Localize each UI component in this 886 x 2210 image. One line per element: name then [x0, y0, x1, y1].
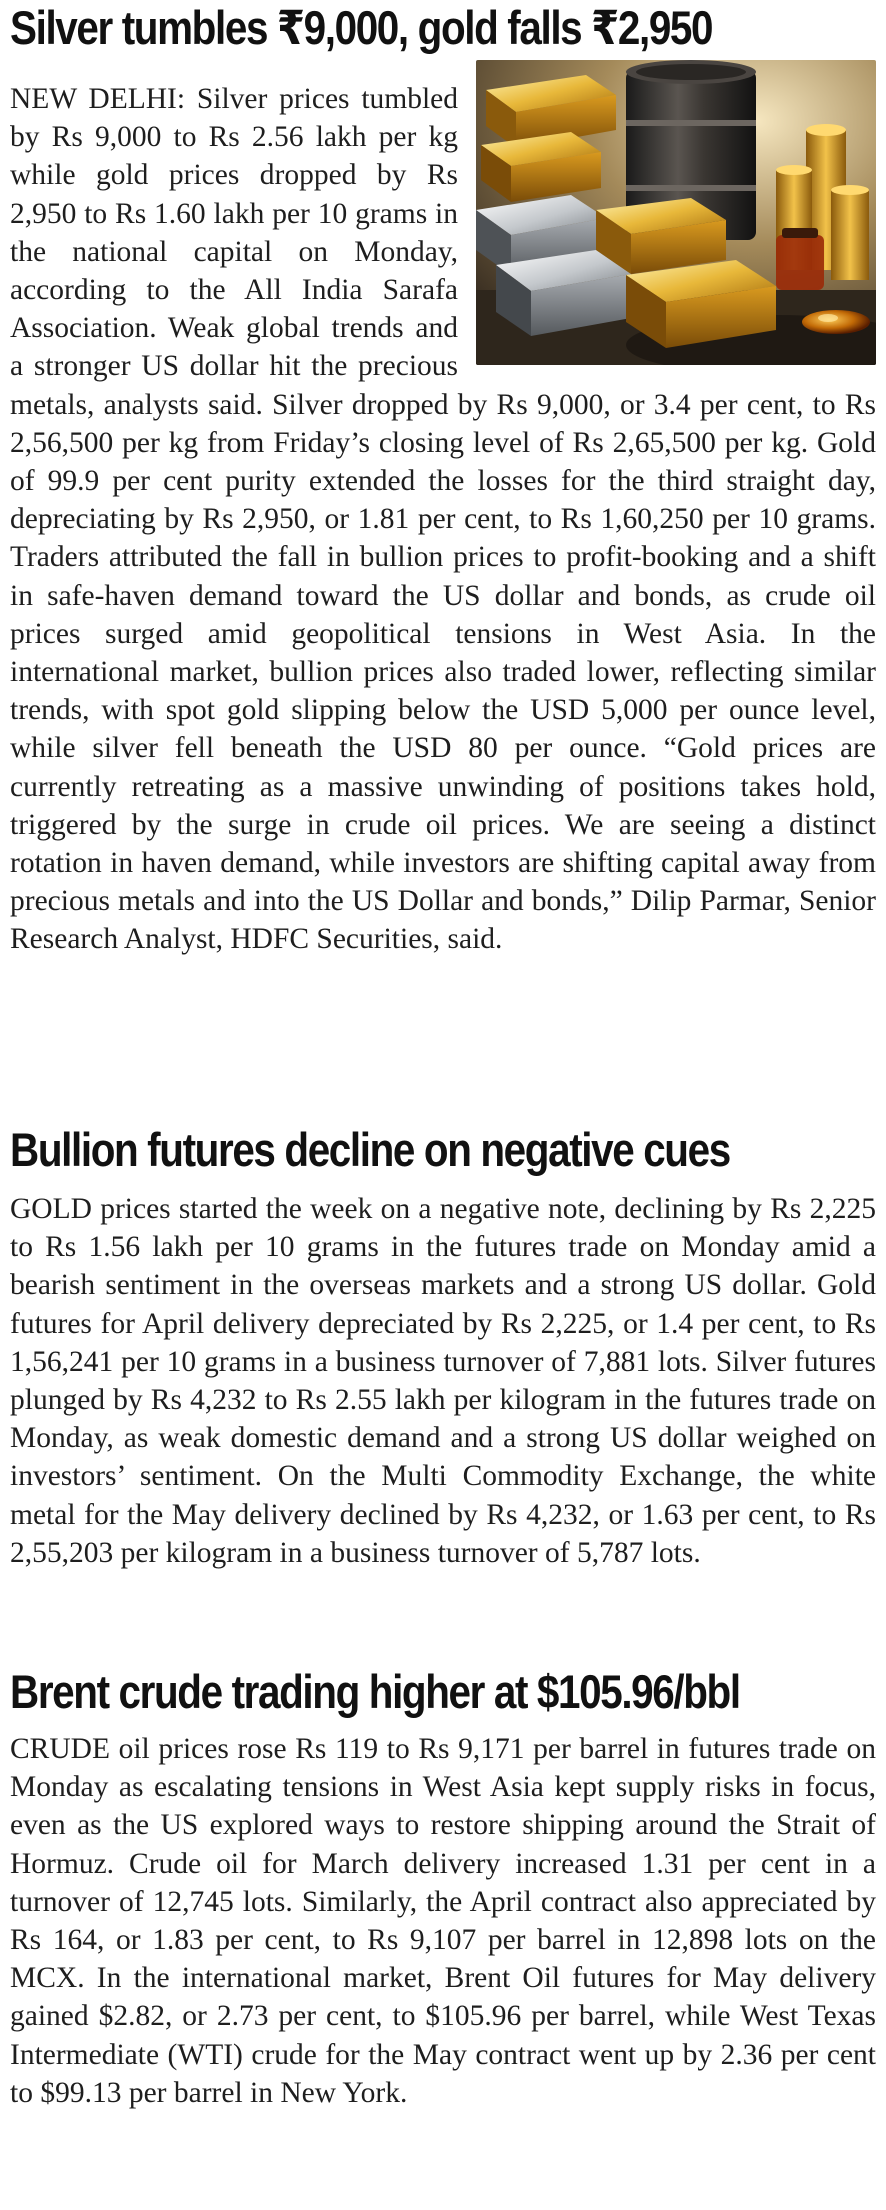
story-bullion-futures — [10, 1122, 876, 1572]
story-body-silver-gold: NEW DELHI: Silver prices tumbled by Rs 9,000 to Rs 2.56 lakh per kg while gold prices dropped by Rs 2,950 to Rs 1.60 lakh per 10 grams in the national capital on Monday, according to the All India Sarafa Association. Weak global trends and a stronger US dollar hit the precious metals, analysts said. Silver dropped by Rs 9,000, or 3.4 per cent, to Rs 2,56,500 per kg from Friday’s closing level of Rs 2,65,500 per kg. Gold of 99.9 per cent purity extended the losses for the third straight day, depreciating by Rs 2,950, or 1.81 per cent, to Rs 1,60,250 per 10 grams. Traders attributed the fall in bullion prices to profit-booking and a shift in safe-haven demand toward the US dollar and bonds, as crude oil prices surged amid geopolitical tensions in West Asia. In the international market, bullion prices also traded lower, reflecting similar trends, with spot gold slipping below the USD 5,000 per ounce level, while silver fell beneath the USD 80 per ounce. “Gold prices are currently retreating as a massive unwinding of positions takes hold, triggered by the surge in crude oil prices. We are seeing a distinct rotation in haven demand, while investors are shifting capital away from precious metals and into the US Dollar and bonds,” Dilip Parmar, Senior Research Analyst, HDFC Securities, said. — [10, 83, 876, 956]
story-silver-gold — [10, 0, 876, 959]
gold-silver-bars-oil-barrel-photo — [476, 60, 876, 365]
story-body-brent-crude: CRUDE oil prices rose Rs 119 to Rs 9,171 per barrel in futures trade on Monday as escalating tensions in West Asia kept supply risks in focus, even as the US explored ways to restore shipping around the Strait of Hormuz. Crude oil for March delivery increased 1.31 per cent in a turnover of 12,745 lots. Similarly, the April contract also appreciated by Rs 164, or 1.83 per cent, to Rs 9,107 per barrel in 12,898 lots on the MCX. In the international market, Brent Oil futures for May delivery gained $2.82, or 2.73 per cent, to $105.96 per barrel, while West Texas Intermediate (WTI) crude for the May contract went up by 2.36 per cent to $99.13 per barrel in New York. — [10, 1733, 876, 2109]
headline-bullion-futures: Bullion futures decline on negative cues — [10, 1123, 730, 1176]
story-brent-crude — [10, 1664, 876, 2112]
story-body-bullion-futures: GOLD prices started the week on a negative note, declining by Rs 2,225 to Rs 1.56 lakh per 10 grams in the futures trade on Monday amid a bearish sentiment in the overseas markets and a strong US dollar. Gold futures for April delivery depreciated by Rs 2,225, or 1.4 per cent, to Rs 1,56,241 per 10 grams in a business turnover of 7,881 lots. Silver futures plunged by Rs 4,232 to Rs 2.55 lakh per kilogram in the futures trade on Monday, as weak domestic demand and a strong US dollar weighed on investors’ sentiment. On the Multi Commodity Exchange, the white metal for the May delivery declined by Rs 4,232, or 1.63 per cent, to Rs 2,55,203 per kilogram in a business turnover of 5,787 lots. — [10, 1193, 876, 1569]
headline-silver-gold: Silver tumbles ₹9,000, gold falls ₹2,950 — [10, 1, 713, 54]
headline-brent-crude: Brent crude trading higher at $105.96/bbl — [10, 1665, 740, 1718]
